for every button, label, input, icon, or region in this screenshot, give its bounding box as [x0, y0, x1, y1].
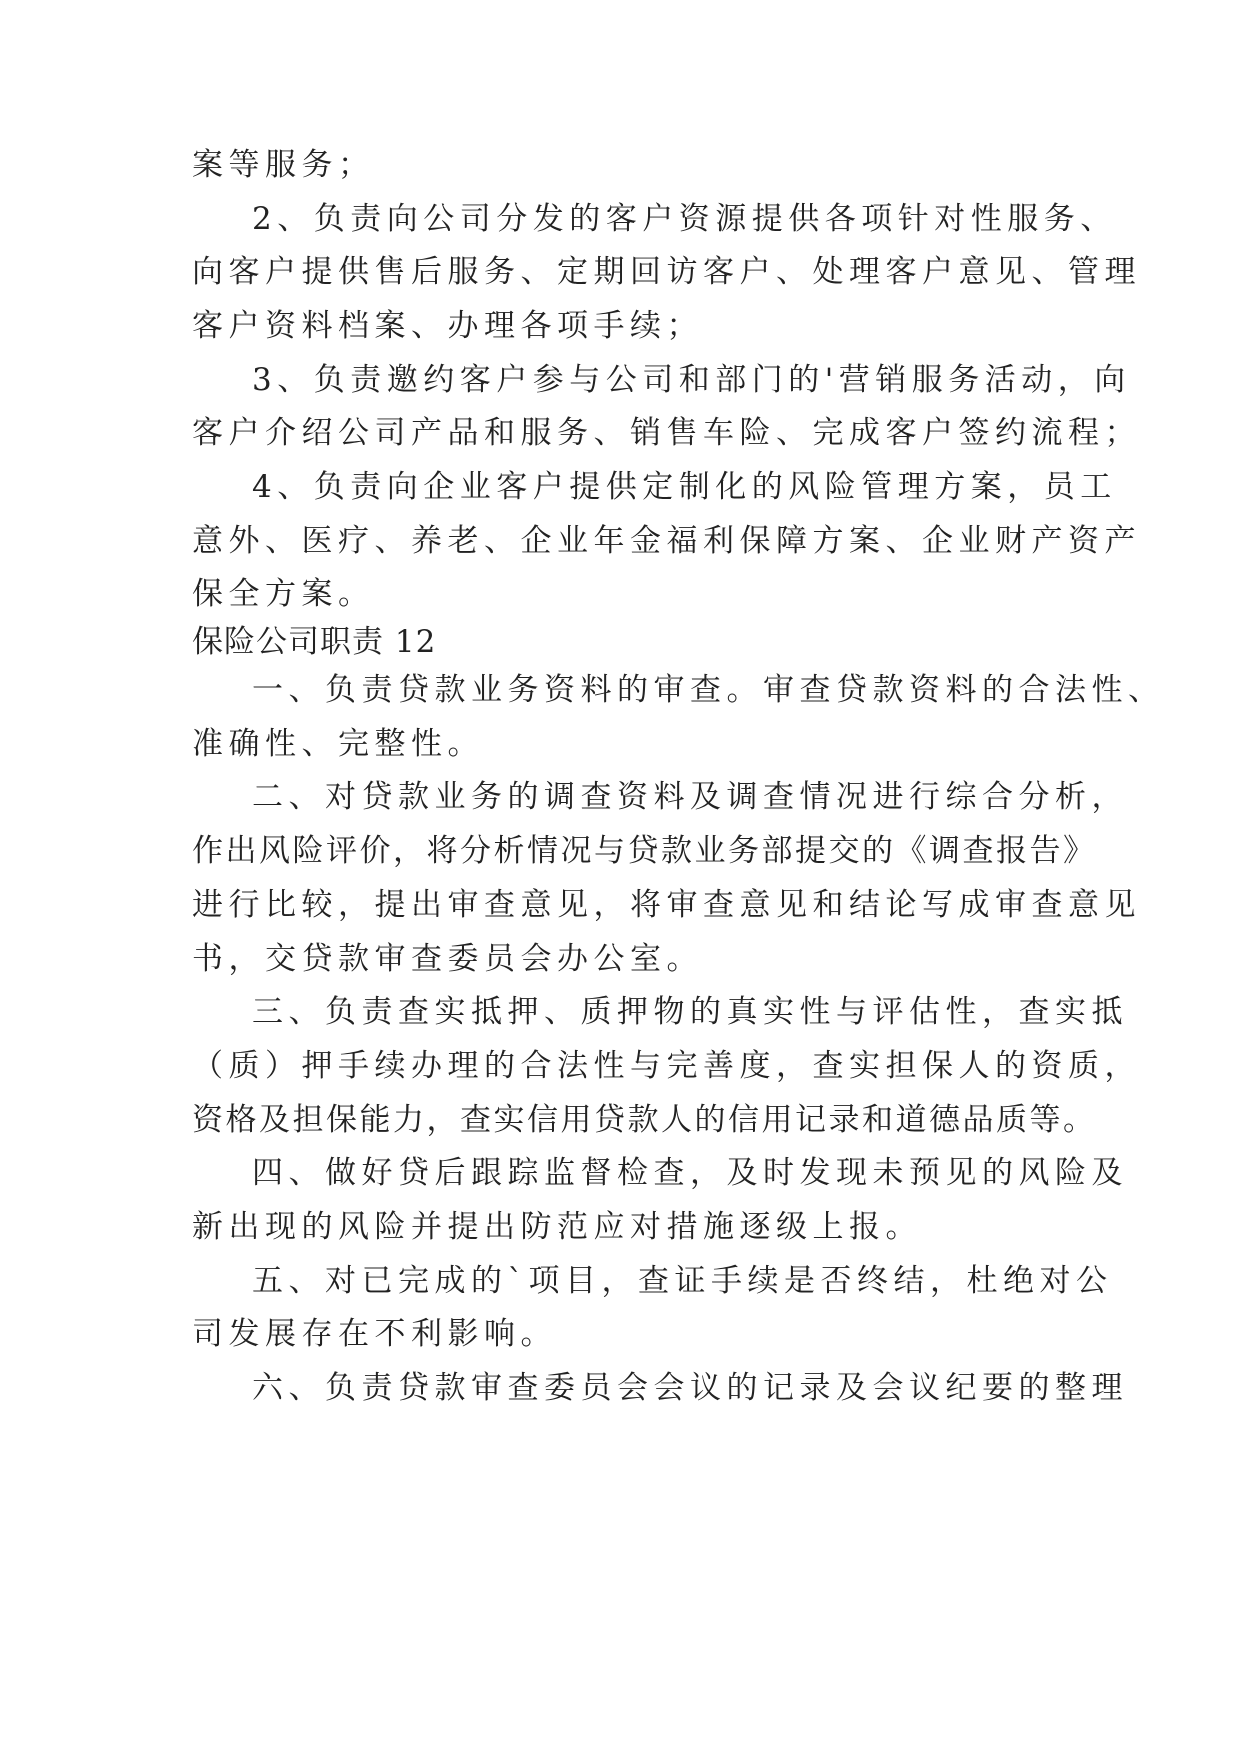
text-line: 资格及担保能力，查实信用贷款人的信用记录和道德品质等。: [192, 1102, 1097, 1138]
paragraph-start: 四、做好贷后跟踪监督检查，及时发现未预见的风险及: [252, 1155, 1128, 1191]
paragraph-start: 2、负责向公司分发的客户资源提供各项针对性服务、: [252, 201, 1117, 237]
text-line: 司发展存在不利影响。: [192, 1316, 557, 1352]
text-line: 客户资料档案、办理各项手续；: [192, 308, 703, 344]
text-line: （质）押手续办理的合法性与完善度，查实担保人的资质，: [192, 1048, 1141, 1084]
text-line: 案等服务；: [192, 147, 375, 183]
paragraph-start: 二、对贷款业务的调查资料及调查情况进行综合分析，: [252, 779, 1128, 815]
text-line: 作出风险评价，将分析情况与贷款业务部提交的《调查报告》: [192, 833, 1097, 869]
paragraph-start: 一、负责贷款业务资料的审查。审查贷款资料的合法性、: [252, 672, 1165, 708]
text-line: 书，交贷款审查委员会办公室。: [192, 941, 703, 977]
paragraph-start: 三、负责查实抵押、质押物的真实性与评估性，查实抵: [252, 994, 1128, 1030]
text-line: 进行比较，提出审查意见，将审查意见和结论写成审查意见: [192, 887, 1141, 923]
text-line: 意外、医疗、养老、企业年金福利保障方案、企业财产资产: [192, 523, 1141, 559]
paragraph-start: 4、负责向企业客户提供定制化的风险管理方案，员工: [252, 469, 1117, 505]
section-title: 保险公司职责 12: [192, 624, 437, 660]
text-line: 新出现的风险并提出防范应对措施逐级上报。: [192, 1209, 922, 1245]
paragraph-start: 六、负责贷款审查委员会会议的记录及会议纪要的整理: [252, 1370, 1128, 1406]
paragraph-start: 五、对已完成的`项目，查证手续是否终结，杜绝对公: [252, 1263, 1113, 1299]
text-line: 保全方案。: [192, 576, 375, 612]
text-line: 准确性、完整性。: [192, 726, 484, 762]
text-line: 向客户提供售后服务、定期回访客户、处理客户意见、管理: [192, 254, 1141, 290]
text-line: 客户介绍公司产品和服务、销售车险、完成客户签约流程；: [192, 415, 1141, 451]
paragraph-start: 3、负责邀约客户参与公司和部门的'营销服务活动，向: [252, 362, 1131, 398]
